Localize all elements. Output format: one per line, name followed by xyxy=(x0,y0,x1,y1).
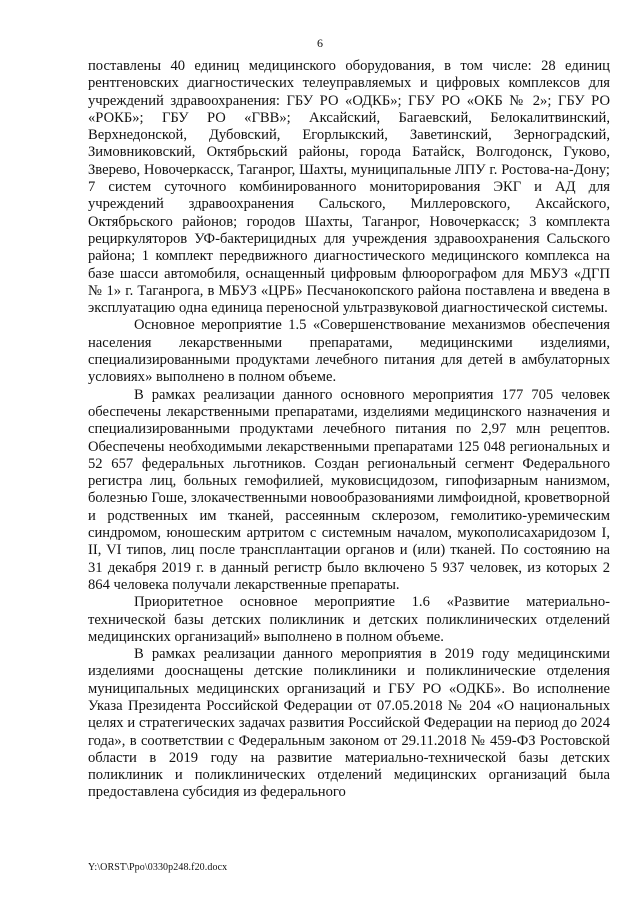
paragraph-children-clinics: В рамках реализации данного мероприятия в 2019 году медицинскими изделиями дооснащены детские поликлиники и поликлинические отделения муниципальных медицинских организаций и ГБУ РО «ОДКБ». Во исполнение Указа Президента Российской Федерации от 07.05.2018 № 204 «О национальных целях и стратегических задачах развития Российской Федерации на период до 2024 года», в соответствии с Федеральным законом от 29.11.2018 № 459-ФЗ Ростовской области в 2019 году на развитие материально-технической базы детских поликлиник и поликлинических отделений медицинских организаций была предоставлена субсидия из федерального xyxy=(88,646,610,801)
paragraph-measure-1-6: Приоритетное основное мероприятие 1.6 «Развитие материально-технической базы детских поликлиник и детских поликлинических отделений медицинских организаций» выполнено в полном объеме. xyxy=(88,594,610,645)
page-number: 6 xyxy=(317,36,323,50)
paragraph-measure-1-5: Основное мероприятие 1.5 «Совершенствование механизмов обеспечения населения лекарственными препаратами, медицинскими изделиями, специализированными продуктами лечебного питания для детей в амбулаторных условиях» выполнено в полном объеме. xyxy=(88,317,610,386)
document-body xyxy=(88,58,610,802)
paragraph-equipment-delivery: поставлены 40 единиц медицинского оборудования, в том числе: 28 единиц рентгеновских диагностических телеуправляемых и цифровых комплексов для учреждений здравоохранения: ГБУ РО «ОДКБ»; ГБУ РО «ОКБ № 2»; ГБУ РО «РОКБ»; ГБУ РО «ГВВ»; Аксайский, Багаевский, Белокалитвинский, Верхнедонской, Дубовский, Егорлыкский, Заветинский, Зерноградский, Зимовниковский, Октябрьский районы, города Батайск, Волгодонск, Гуково, Зверево, Новочеркасск, Таганрог, Шахты, муниципальные ЛПУ г. Ростова-на-Дону; 7 систем суточного комбинированного мониторирования ЭКГ и АД для учреждений здравоохранения Сальского, Миллеровского, Аксайского, Октябрьского районов; городов Шахты, Таганрог, Новочеркасск; 3 комплекта рециркуляторов УФ-бактерицидных для учреждения здравоохранения Сальского района; 1 комплект передвижного диагностического медицинского комплекса на базе шасси автомобиля, оснащенный цифровым флюорографом для МБУЗ «ДГП № 1» г. Таганрога, в МБУЗ «ЦРБ» Песчанокопского района поставлена и введена в эксплуатацию одна единица переносной ультразвуковой диагностической системы. xyxy=(88,58,610,317)
paragraph-medicine-provision: В рамках реализации данного основного мероприятия 177 705 человек обеспечены лекарственными препаратами, изделиями медицинского назначения и специализированными продуктами лечебного питания по 2,97 млн рецептов. Обеспечены необходимыми лекарственными препаратами 125 048 региональных и 52 657 федеральных льготников. Создан региональный сегмент Федерального регистра лиц, больных гемофилией, муковисцидозом, гипофизарным нанизмом, болезнью Гоше, злокачественными новообразованиями лимфоидной, кроветворной и родственных им тканей, рассеянным склерозом, гемолитико-уремическим синдромом, юношеским артритом с системным началом, мукополисахаридозом I, II, VI типов, лиц после трансплантации органов и (или) тканей. По состоянию на 31 декабря 2019 г. в данный регистр было включено 5 937 человек, из которых 2 864 человека получали лекарственные препараты. xyxy=(88,386,610,593)
footer-file-path: Y:\ORST\Ppo\0330p248.f20.docx xyxy=(88,862,228,873)
